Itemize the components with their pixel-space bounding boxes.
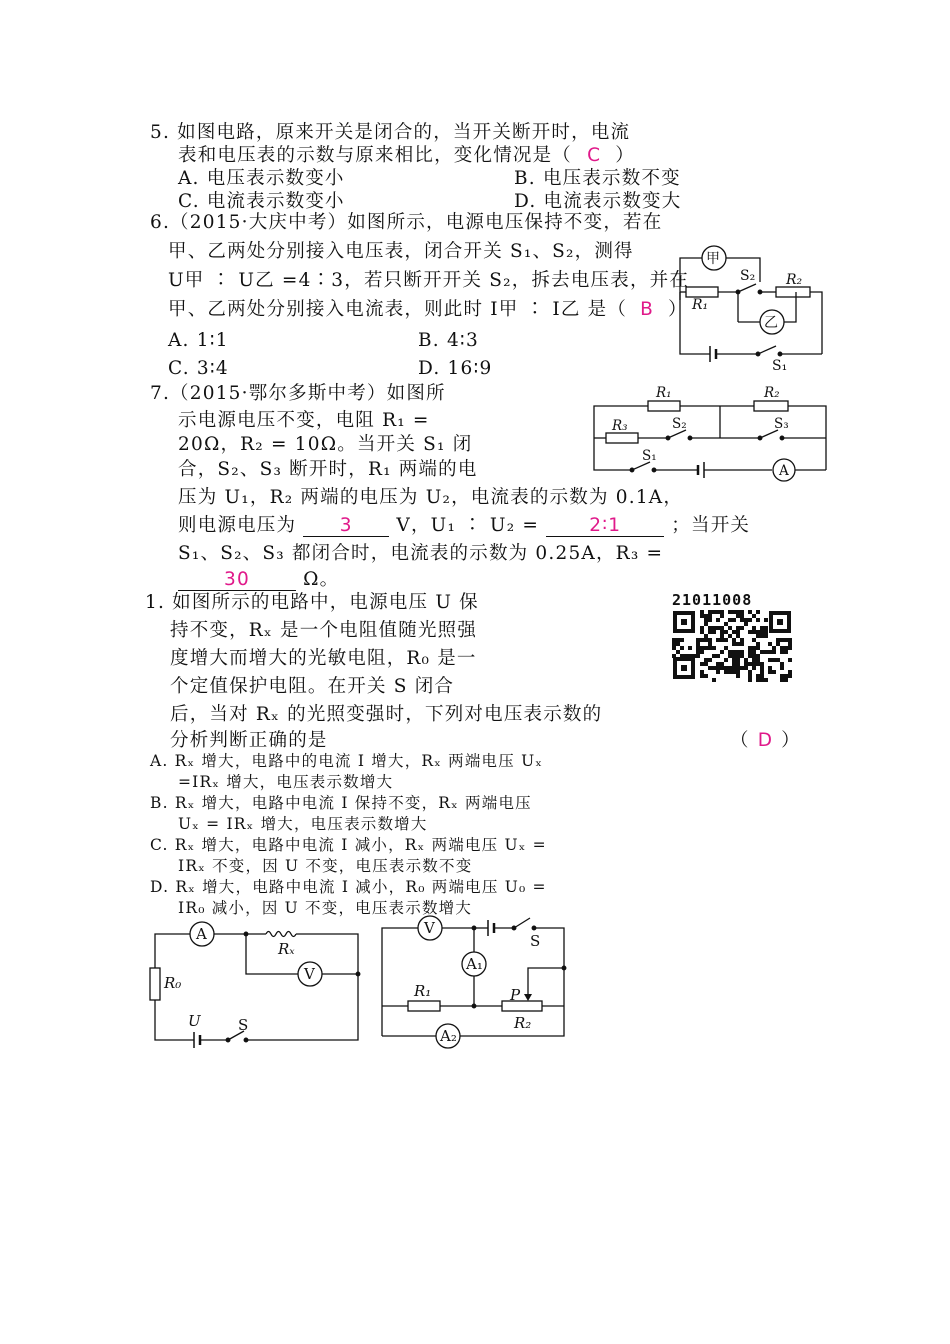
q6-stem-line4	[168, 299, 688, 321]
q7-resistor-r3	[606, 433, 638, 443]
q5-option-d: D. 电流表示数变大	[514, 191, 682, 212]
q7-text-b: V，U₁ ∶ U₂ =	[396, 515, 540, 536]
q1-stem-line5: 后，当对 Rₓ 的光照变强时，下列对电压表示数的	[170, 704, 603, 725]
q1-circuit-diagram-right	[378, 912, 574, 1052]
q1-right-label-s: S	[530, 932, 541, 950]
q1-label-a: A	[196, 925, 207, 943]
q6-stem-line2: 甲、乙两处分别接入电压表，闭合开关 S₁、S₂，测得	[168, 241, 634, 262]
q1-circuit-diagram-left	[150, 922, 364, 1048]
q5-stem-line2	[178, 145, 635, 167]
q7-label-s3: S₃	[774, 416, 789, 432]
q7-stem-line3: 20Ω，R₂ = 10Ω。当开关 S₁ 闭	[178, 434, 473, 455]
q1-label-r0: R₀	[164, 974, 182, 992]
q7-blank-voltage: 3	[303, 516, 389, 537]
q1-option-d-line1: D. Rₓ 增大，电路中电流 I 减小，R₀ 两端电压 U₀ =	[150, 878, 547, 896]
q6-option-c: C. 3∶4	[168, 358, 229, 379]
qr-code-image[interactable]	[672, 610, 792, 680]
q1-right-label-p: P	[510, 986, 521, 1004]
q6-label-jia: 甲	[706, 251, 720, 267]
q1-option-b-line1: B. Rₓ 增大，电路中电流 I 保持不变，Rₓ 两端电压	[150, 794, 532, 812]
q1-right-resistor-r1	[408, 1001, 440, 1011]
q1-option-c-line1: C. Rₓ 增大，电路中电流 I 减小，Rₓ 两端电压 Uₓ =	[150, 836, 547, 854]
q1-resistor-r0	[150, 968, 160, 1000]
q7-blank-r3: 30	[178, 570, 296, 591]
q1-option-b-line2: Uₓ = IRₓ 增大，电压表示数增大	[178, 815, 428, 833]
q1-option-a-line1: A. Rₓ 增大，电路中的电流 I 增大，Rₓ 两端电压 Uₓ	[150, 752, 544, 770]
q5-answer: C	[587, 145, 602, 166]
q7-label-s2: S₂	[672, 416, 687, 432]
q1-right-label-a2: A₂	[440, 1027, 457, 1045]
q7-blank-ratio: 2∶1	[546, 516, 664, 537]
q1-label-s: S	[238, 1016, 249, 1034]
q6-option-d: D. 16∶9	[418, 358, 493, 379]
q6-label-s1: S₁	[772, 358, 788, 374]
q1-answer: D	[757, 730, 774, 751]
q7-label-r1: R₁	[656, 385, 672, 401]
q1-label-v: V	[304, 965, 315, 983]
q1-right-slider-p	[528, 968, 564, 996]
qr-code-number: 21011008	[672, 591, 753, 609]
q6-stem-line1: 6.（2015·大庆中考）如图所示，电源电压保持不变，若在	[150, 212, 663, 233]
q6-close-paren: ）	[668, 299, 688, 320]
q1-stem-line1: 1. 如图所示的电路中，电源电压 U 保	[145, 592, 479, 613]
q6-label-r2: R₂	[786, 272, 803, 288]
q1-stem-line4: 个定值保护电阻。在开关 S 闭合	[170, 676, 455, 697]
q6-option-a: A. 1∶1	[168, 330, 229, 351]
q7-text-c: ；当开关	[671, 515, 751, 536]
q7-text-a: 则电源电压为	[178, 515, 297, 536]
q1-right-rheostat-r2	[502, 1001, 542, 1011]
q7-label-a: A	[779, 463, 789, 479]
q7-label-s1: S₁	[642, 448, 657, 464]
q6-switch-s1	[758, 346, 776, 354]
q7-label-r2: R₂	[764, 385, 780, 401]
q7-label-r3: R₃	[612, 418, 628, 434]
q6-stem-line3: U甲 ∶ U乙 =4∶3，若只断开开关 S₂，拆去电压表，并在	[168, 270, 690, 291]
q5-option-b: B. 电压表示数不变	[514, 168, 681, 189]
q6-switch-s2	[738, 284, 756, 292]
q7-stem-line6	[178, 515, 750, 537]
q7-stem-line1: 7.（2015·鄂尔多斯中考）如图所	[150, 383, 446, 404]
q7-stem-line5: 压为 U₁，R₂ 两端的电压为 U₂，电流表的示数为 0.1A，	[178, 487, 684, 508]
q6-option-b: B. 4∶3	[418, 330, 479, 351]
q5-option-c: C. 电流表示数变小	[178, 191, 345, 212]
q6-stem-text: 甲、乙两处分别接入电流表，则此时 I甲 ∶ I乙 是（	[168, 299, 628, 320]
q7-resistor-r2	[754, 401, 788, 411]
q1-right-label-v: V	[424, 919, 435, 937]
q1-label-u: U	[188, 1012, 201, 1030]
q7-stem-line8	[178, 569, 339, 591]
q5-option-a: A. 电压表示数变小	[178, 168, 345, 189]
q1-right-label-a1: A₁	[466, 955, 483, 973]
q7-stem-line2: 示电源电压不变，电阻 R₁ =	[178, 410, 430, 431]
q7-circuit-diagram	[590, 386, 830, 478]
q1-photoresistor-rx	[266, 932, 296, 937]
q7-stem-line4: 合，S₂、S₃ 断开时，R₁ 两端的电	[178, 459, 478, 480]
q6-resistor-r1	[686, 287, 718, 297]
q6-label-r1: R₁	[692, 297, 709, 313]
q7-resistor-r1	[648, 401, 680, 411]
q1-right-label-r1: R₁	[414, 982, 432, 1000]
q7-text-ohm: Ω。	[303, 569, 340, 590]
q1-option-d-line2: IR₀ 减小，因 U 不变，电压表示数增大	[178, 899, 473, 917]
q6-answer: B	[640, 299, 655, 320]
q6-resistor-r2	[776, 287, 810, 297]
q1-right-switch-s	[514, 918, 530, 928]
q5-stem-text: 表和电压表的示数与原来相比，变化情况是（	[178, 145, 573, 166]
q7-stem-line7: S₁、S₂、S₃ 都闭合时，电流表的示数为 0.25A，R₃ =	[178, 543, 664, 564]
q5-stem-line1: 5. 如图电路，原来开关是闭合的，当开关断开时，电流	[150, 122, 631, 143]
q1-option-c-line2: IRₓ 不变，因 U 不变，电压表示数不变	[178, 857, 473, 875]
q6-label-s2: S₂	[740, 268, 756, 284]
q6-circuit-diagram	[676, 236, 828, 372]
q6-label-yi: 乙	[764, 315, 778, 331]
q1-right-label-r2: R₂	[514, 1014, 532, 1032]
q1-stem-line3: 度增大而增大的光敏电阻，R₀ 是一	[170, 648, 477, 669]
q1-label-rx: Rₓ	[278, 940, 295, 958]
q1-option-a-line2: =IRₓ 增大，电压表示数增大	[178, 773, 394, 791]
q5-close-paren: ）	[615, 145, 635, 166]
q1-answer-paren: （ D ）	[730, 730, 801, 751]
q1-stem-line6: 分析判断正确的是	[170, 730, 328, 751]
q1-stem-line2: 持不变，Rₓ 是一个电阻值随光照强	[170, 620, 478, 641]
